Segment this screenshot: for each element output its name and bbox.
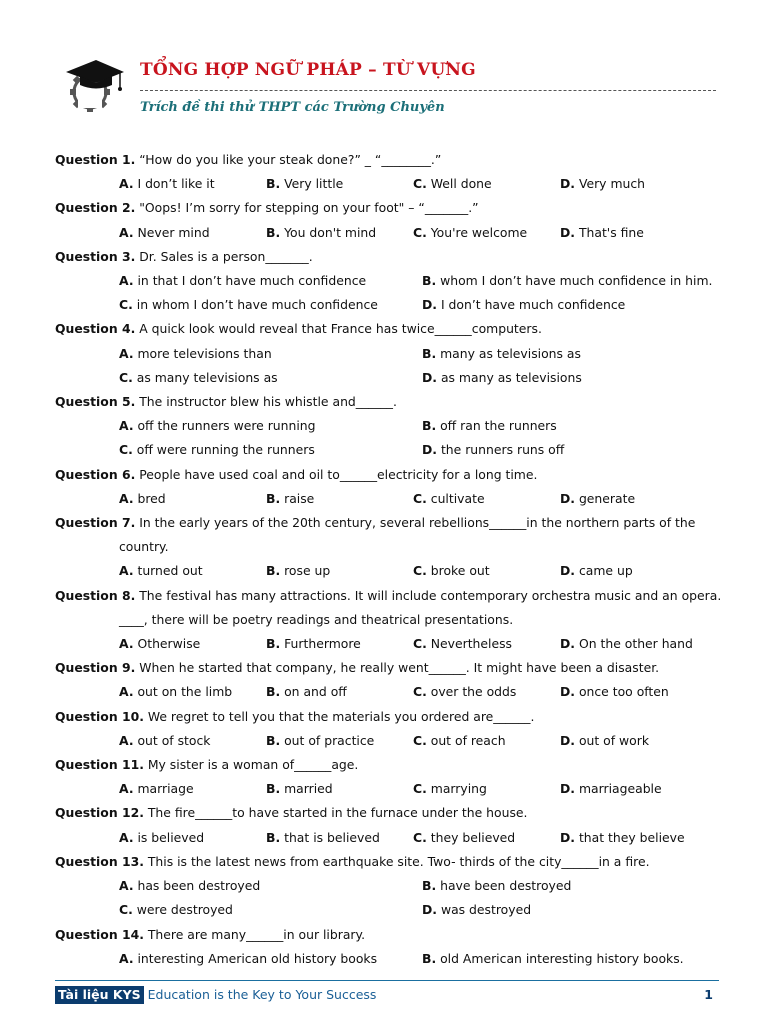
question-number: Question 14. xyxy=(55,926,144,942)
option-text: generate xyxy=(575,490,636,506)
option-text: Very much xyxy=(575,176,646,192)
option-text: off the runners were running xyxy=(133,418,316,434)
question-list xyxy=(55,148,725,971)
footer-tagline: Education is the Key to Your Success xyxy=(147,987,377,1002)
option-text: broke out xyxy=(426,563,490,579)
question-block xyxy=(55,317,725,390)
answer-option[interactable] xyxy=(119,221,266,245)
question-text: The festival has many attractions. It will include contemporary orchestra music and an opera. xyxy=(135,587,722,603)
answer-option[interactable] xyxy=(413,221,560,245)
option-text: raise xyxy=(280,490,315,506)
question-block xyxy=(55,753,725,801)
option-text: bred xyxy=(133,490,166,506)
question-text: When he started that company, he really went______. It might have been a disaster. xyxy=(135,660,660,676)
option-letter: C. xyxy=(413,224,427,240)
question-block xyxy=(55,245,725,318)
footer-divider xyxy=(55,980,719,981)
answer-option[interactable] xyxy=(560,777,707,801)
option-text: once too often xyxy=(575,684,669,700)
answer-option[interactable] xyxy=(266,826,413,850)
option-text: rose up xyxy=(280,563,331,579)
question-stem xyxy=(55,390,725,414)
question-number: Question 1. xyxy=(55,152,136,167)
question-text: "Oops! I’m sorry for stepping on your foot" – “_______.” xyxy=(135,200,479,216)
option-letter: C. xyxy=(119,297,133,313)
answer-option[interactable] xyxy=(422,293,725,317)
option-letter: B. xyxy=(422,418,437,434)
question-number: Question 4. xyxy=(55,321,136,337)
question-text: “How do you like your steak done?” _ “________.” xyxy=(135,152,442,167)
option-text: that they believe xyxy=(575,829,685,845)
question-stem xyxy=(55,705,725,729)
option-letter: A. xyxy=(119,732,134,748)
options-row xyxy=(55,293,725,317)
options-row xyxy=(55,438,725,462)
answer-option[interactable] xyxy=(422,947,725,971)
question-block xyxy=(55,656,725,704)
option-text: has been destroyed xyxy=(133,878,261,894)
option-letter: A. xyxy=(119,418,134,434)
option-text: marriage xyxy=(133,781,194,797)
footer xyxy=(55,986,719,1004)
option-text: they believed xyxy=(426,829,516,845)
option-letter: A. xyxy=(119,490,134,506)
option-letter: D. xyxy=(560,684,575,700)
option-text: marrying xyxy=(426,781,487,797)
question-number: Question 5. xyxy=(55,394,136,410)
option-text: out of practice xyxy=(280,732,375,748)
option-letter: A. xyxy=(119,224,134,240)
header-logo xyxy=(60,56,130,118)
option-text: out of stock xyxy=(133,732,211,748)
question-text: There are many______in our library. xyxy=(143,926,366,942)
option-text: married xyxy=(280,781,333,797)
option-text: out on the limb xyxy=(133,684,233,700)
option-letter: D. xyxy=(422,902,437,918)
header-divider xyxy=(140,90,716,91)
option-text: in whom I don’t have much confidence xyxy=(132,297,378,313)
question-number: Question 9. xyxy=(55,660,136,676)
option-text: was destroyed xyxy=(437,902,532,918)
option-letter: C. xyxy=(413,563,427,579)
question-block xyxy=(55,196,725,244)
options-row xyxy=(55,874,725,898)
answer-option[interactable] xyxy=(119,729,266,753)
option-letter: B. xyxy=(422,273,437,289)
question-block xyxy=(55,390,725,463)
option-letter: C. xyxy=(119,902,133,918)
option-letter: C. xyxy=(413,732,427,748)
answer-option[interactable] xyxy=(560,680,707,704)
options-row xyxy=(55,680,725,704)
answer-option[interactable] xyxy=(119,947,422,971)
question-number: Question 8. xyxy=(55,587,136,603)
option-letter: D. xyxy=(560,781,575,797)
options-row xyxy=(55,221,725,245)
option-text: cultivate xyxy=(426,490,485,506)
option-letter: D. xyxy=(422,369,437,385)
question-stem xyxy=(55,584,725,608)
question-text: The fire______to have started in the furnace under the house. xyxy=(143,805,528,821)
option-text: That's fine xyxy=(575,224,644,240)
option-letter: D. xyxy=(560,490,575,506)
question-block xyxy=(55,850,725,923)
answer-option[interactable] xyxy=(119,487,266,511)
answer-option[interactable] xyxy=(422,342,725,366)
question-stem xyxy=(55,923,725,947)
page-title: TỔNG HỢP NGỮ PHÁP – TỪ VỰNG xyxy=(140,60,476,80)
option-letter: B. xyxy=(422,878,437,894)
question-number: Question 7. xyxy=(55,515,136,531)
options-row xyxy=(55,342,725,366)
question-stem xyxy=(55,245,725,269)
question-number: Question 10. xyxy=(55,708,144,724)
answer-option[interactable] xyxy=(266,487,413,511)
answer-option[interactable] xyxy=(422,874,725,898)
option-text: On the other hand xyxy=(575,636,693,652)
option-letter: C. xyxy=(413,684,427,700)
answer-option[interactable] xyxy=(119,342,422,366)
option-text: the runners runs off xyxy=(437,442,565,458)
answer-option[interactable] xyxy=(266,172,413,196)
answer-option[interactable] xyxy=(560,559,707,583)
answer-option[interactable] xyxy=(560,632,707,656)
option-text: in that I don’t have much confidence xyxy=(133,273,367,289)
graduation-cap-gear-icon xyxy=(60,56,130,118)
option-text: Otherwise xyxy=(133,636,201,652)
option-text: is believed xyxy=(133,829,205,845)
option-text: old American interesting history books. xyxy=(436,950,684,966)
answer-option[interactable] xyxy=(413,777,560,801)
answer-option[interactable] xyxy=(422,366,725,390)
question-stem xyxy=(55,850,725,874)
answer-option[interactable] xyxy=(413,559,560,583)
options-row xyxy=(55,947,725,971)
question-text: Dr. Sales is a person_______. xyxy=(135,248,313,264)
question-text: A quick look would reveal that France has twice______computers. xyxy=(135,321,542,337)
option-letter: A. xyxy=(119,273,134,289)
answer-option[interactable] xyxy=(119,559,266,583)
answer-option[interactable] xyxy=(560,172,707,196)
answer-option[interactable] xyxy=(266,680,413,704)
answer-option[interactable] xyxy=(560,221,707,245)
answer-option[interactable] xyxy=(119,293,422,317)
question-stem xyxy=(55,317,725,341)
options-row xyxy=(55,559,725,583)
option-letter: A. xyxy=(119,684,134,700)
footer-brand: Tài liệu KYS xyxy=(55,986,144,1004)
option-text: Nevertheless xyxy=(426,636,513,652)
option-text: as many as televisions xyxy=(437,369,582,385)
option-letter: B. xyxy=(266,732,281,748)
question-stem xyxy=(55,801,725,825)
option-text: many as televisions as xyxy=(436,345,581,361)
question-text: In the early years of the 20th century, several rebellions______in the northern parts of the xyxy=(135,515,696,531)
option-letter: B. xyxy=(266,636,281,652)
option-letter: D. xyxy=(560,636,575,652)
options-row xyxy=(55,632,725,656)
question-block xyxy=(55,801,725,849)
question-text: People have used coal and oil to______electricity for a long time. xyxy=(135,466,538,482)
option-letter: B. xyxy=(266,829,281,845)
question-stem xyxy=(55,463,725,487)
answer-option[interactable] xyxy=(422,269,725,293)
option-letter: C. xyxy=(413,636,427,652)
answer-option[interactable] xyxy=(119,414,422,438)
option-letter: A. xyxy=(119,781,134,797)
answer-option[interactable] xyxy=(266,632,413,656)
answer-option[interactable] xyxy=(119,172,266,196)
option-text: more televisions than xyxy=(133,345,272,361)
question-number: Question 6. xyxy=(55,466,136,482)
option-text: whom I don’t have much confidence in him. xyxy=(436,273,713,289)
question-text: We regret to tell you that the materials you ordered are______. xyxy=(143,708,535,724)
question-number: Question 2. xyxy=(55,200,136,216)
answer-option[interactable] xyxy=(413,632,560,656)
answer-option[interactable] xyxy=(422,414,725,438)
option-text: Very little xyxy=(280,176,344,192)
option-text: have been destroyed xyxy=(436,878,572,894)
answer-option[interactable] xyxy=(560,826,707,850)
answer-option[interactable] xyxy=(413,729,560,753)
options-row xyxy=(55,269,725,293)
answer-option[interactable] xyxy=(266,559,413,583)
option-letter: D. xyxy=(560,563,575,579)
answer-option[interactable] xyxy=(119,680,266,704)
option-text: interesting American old history books xyxy=(133,950,378,966)
answer-option[interactable] xyxy=(413,680,560,704)
option-letter: C. xyxy=(413,829,427,845)
question-number: Question 11. xyxy=(55,757,144,773)
option-letter: C. xyxy=(413,490,427,506)
option-text: Never mind xyxy=(133,224,210,240)
option-letter: D. xyxy=(560,732,575,748)
answer-option[interactable] xyxy=(119,777,266,801)
option-letter: D. xyxy=(560,224,575,240)
question-block xyxy=(55,148,725,196)
option-text: out of reach xyxy=(426,732,506,748)
question-block xyxy=(55,705,725,753)
option-letter: B. xyxy=(422,345,437,361)
option-text: were destroyed xyxy=(132,902,233,918)
option-text: turned out xyxy=(133,563,203,579)
option-letter: B. xyxy=(266,176,281,192)
question-number: Question 12. xyxy=(55,805,144,821)
options-row xyxy=(55,826,725,850)
answer-option[interactable] xyxy=(413,172,560,196)
options-row xyxy=(55,172,725,196)
option-text: came up xyxy=(575,563,633,579)
option-letter: C. xyxy=(413,781,427,797)
page-subtitle: Trích đề thi thử THPT các Trường Chuyên xyxy=(140,100,445,115)
options-row xyxy=(55,487,725,511)
option-letter: C. xyxy=(119,442,133,458)
option-letter: B. xyxy=(422,950,437,966)
answer-option[interactable] xyxy=(119,269,422,293)
question-stem xyxy=(55,511,725,535)
option-letter: A. xyxy=(119,878,134,894)
answer-option[interactable] xyxy=(119,898,422,922)
answer-option[interactable] xyxy=(422,898,725,922)
option-text: off ran the runners xyxy=(436,418,557,434)
answer-option[interactable] xyxy=(266,729,413,753)
options-row xyxy=(55,366,725,390)
option-letter: B. xyxy=(266,684,281,700)
answer-option[interactable] xyxy=(119,366,422,390)
question-block xyxy=(55,511,725,584)
options-row xyxy=(55,414,725,438)
question-number: Question 13. xyxy=(55,853,144,869)
options-row xyxy=(55,898,725,922)
answer-option[interactable] xyxy=(413,487,560,511)
option-letter: C. xyxy=(413,176,427,192)
option-text: I don’t like it xyxy=(133,176,215,192)
question-stem xyxy=(55,656,725,680)
answer-option[interactable] xyxy=(119,438,422,462)
option-letter: A. xyxy=(119,636,134,652)
question-block xyxy=(55,584,725,657)
answer-option[interactable] xyxy=(266,777,413,801)
option-letter: B. xyxy=(266,781,281,797)
option-text: over the odds xyxy=(426,684,517,700)
answer-option[interactable] xyxy=(119,632,266,656)
answer-option[interactable] xyxy=(422,438,725,462)
question-text-continued: country. xyxy=(119,539,169,555)
answer-option[interactable] xyxy=(413,826,560,850)
options-row xyxy=(55,777,725,801)
question-block xyxy=(55,923,725,971)
answer-option[interactable] xyxy=(119,874,422,898)
option-text: Well done xyxy=(426,176,492,192)
question-number: Question 3. xyxy=(55,248,136,264)
option-letter: B. xyxy=(266,224,281,240)
option-letter: A. xyxy=(119,563,134,579)
option-letter: D. xyxy=(422,297,437,313)
option-text: as many televisions as xyxy=(132,369,278,385)
question-text: This is the latest news from earthquake site. Two- thirds of the city______in a fire. xyxy=(143,853,650,869)
option-letter: A. xyxy=(119,829,134,845)
option-letter: D. xyxy=(560,176,575,192)
options-row xyxy=(55,729,725,753)
option-text: marriageable xyxy=(575,781,662,797)
option-text: You don't mind xyxy=(280,224,377,240)
option-letter: B. xyxy=(266,563,281,579)
option-letter: A. xyxy=(119,176,134,192)
question-stem xyxy=(55,148,725,172)
answer-option[interactable] xyxy=(266,221,413,245)
question-text-continued: ____, there will be poetry readings and theatrical presentations. xyxy=(119,611,514,627)
option-text: I don’t have much confidence xyxy=(437,297,626,313)
option-letter: A. xyxy=(119,345,134,361)
option-text: You're welcome xyxy=(426,224,528,240)
option-letter: D. xyxy=(560,829,575,845)
question-stem xyxy=(55,196,725,220)
option-text: on and off xyxy=(280,684,347,700)
question-text: My sister is a woman of______age. xyxy=(143,757,359,773)
question-stem xyxy=(55,753,725,777)
answer-option[interactable] xyxy=(119,826,266,850)
page-number: 1 xyxy=(704,987,713,1002)
answer-option[interactable] xyxy=(560,487,707,511)
option-text: off were running the runners xyxy=(132,442,315,458)
option-letter: A. xyxy=(119,950,134,966)
question-text: The instructor blew his whistle and______. xyxy=(135,394,397,410)
option-text: Furthermore xyxy=(280,636,361,652)
option-letter: D. xyxy=(422,442,437,458)
option-letter: C. xyxy=(119,369,133,385)
option-text: that is believed xyxy=(280,829,380,845)
option-text: out of work xyxy=(575,732,650,748)
answer-option[interactable] xyxy=(560,729,707,753)
question-block xyxy=(55,463,725,511)
option-letter: B. xyxy=(266,490,281,506)
